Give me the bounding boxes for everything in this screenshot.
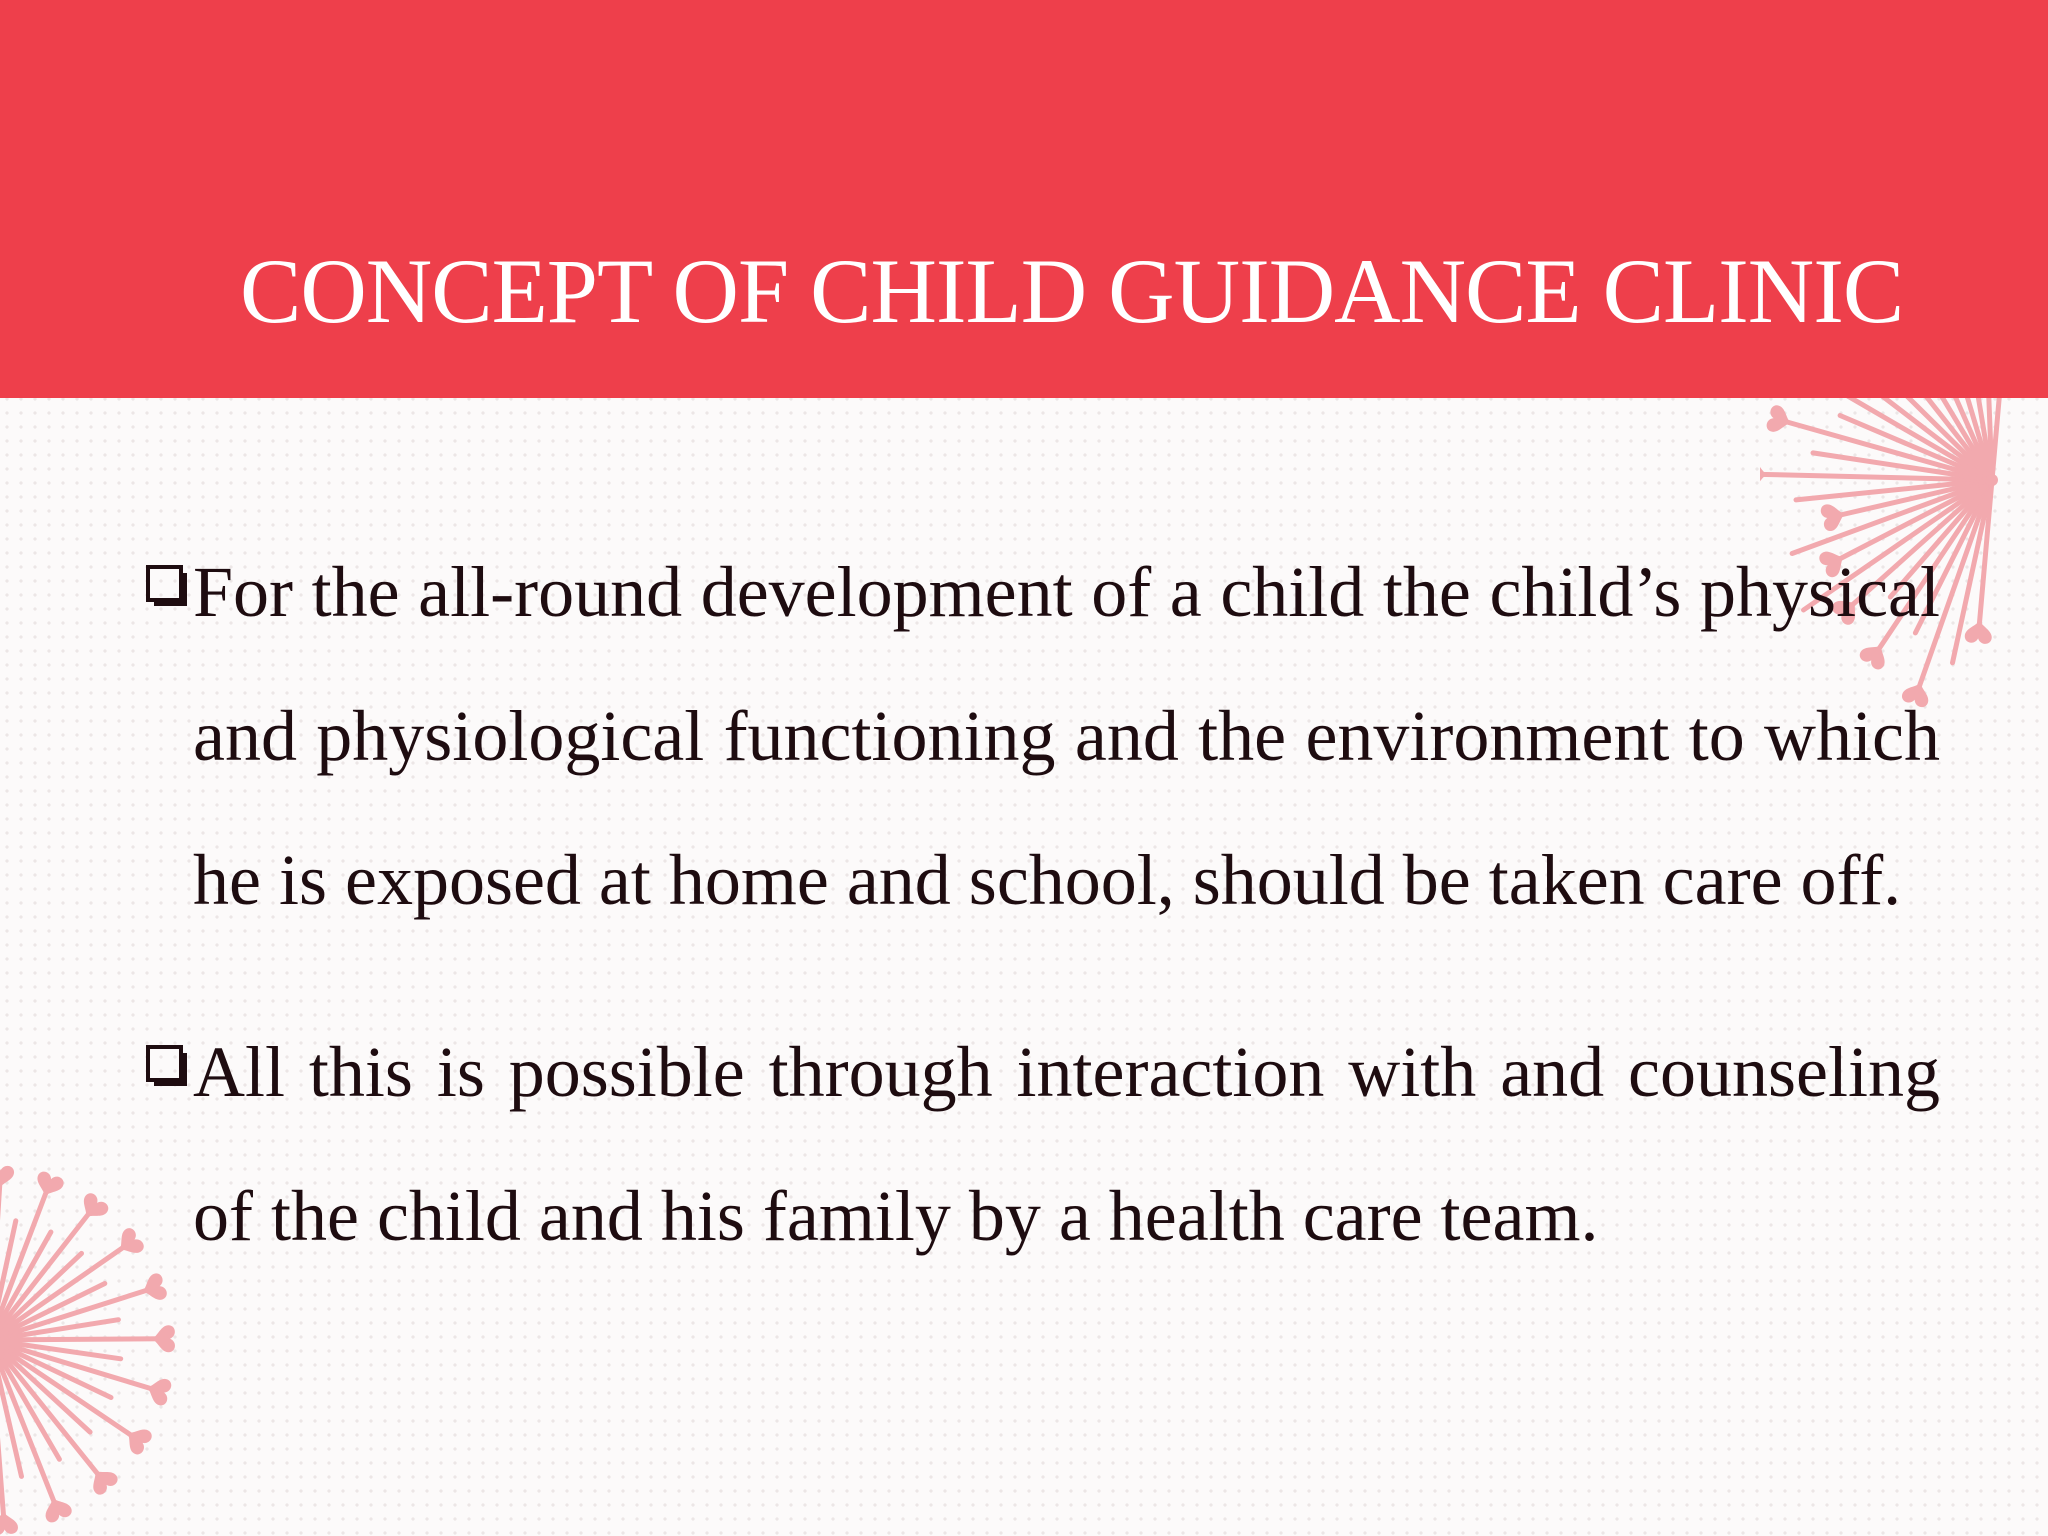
bullet-list: [145, 520, 1940, 1288]
bullet-text: For the all-round development of a child the child’s physical and physiological functioning and the environment to which he is exposed at home and school, should be taken care off.: [193, 552, 1940, 920]
header-band: [0, 0, 2048, 398]
bullet-text: All this is possible through interaction with and counseling of the child and his family by a health care team.: [193, 1032, 1940, 1256]
bullet-item: [145, 520, 1940, 952]
bullet-item: [145, 1000, 1940, 1288]
hollow-square-icon: [145, 1044, 193, 1092]
slide-title: CONCEPT OF CHILD GUIDANCE CLINIC: [240, 240, 1904, 342]
hollow-square-icon: [145, 564, 193, 612]
